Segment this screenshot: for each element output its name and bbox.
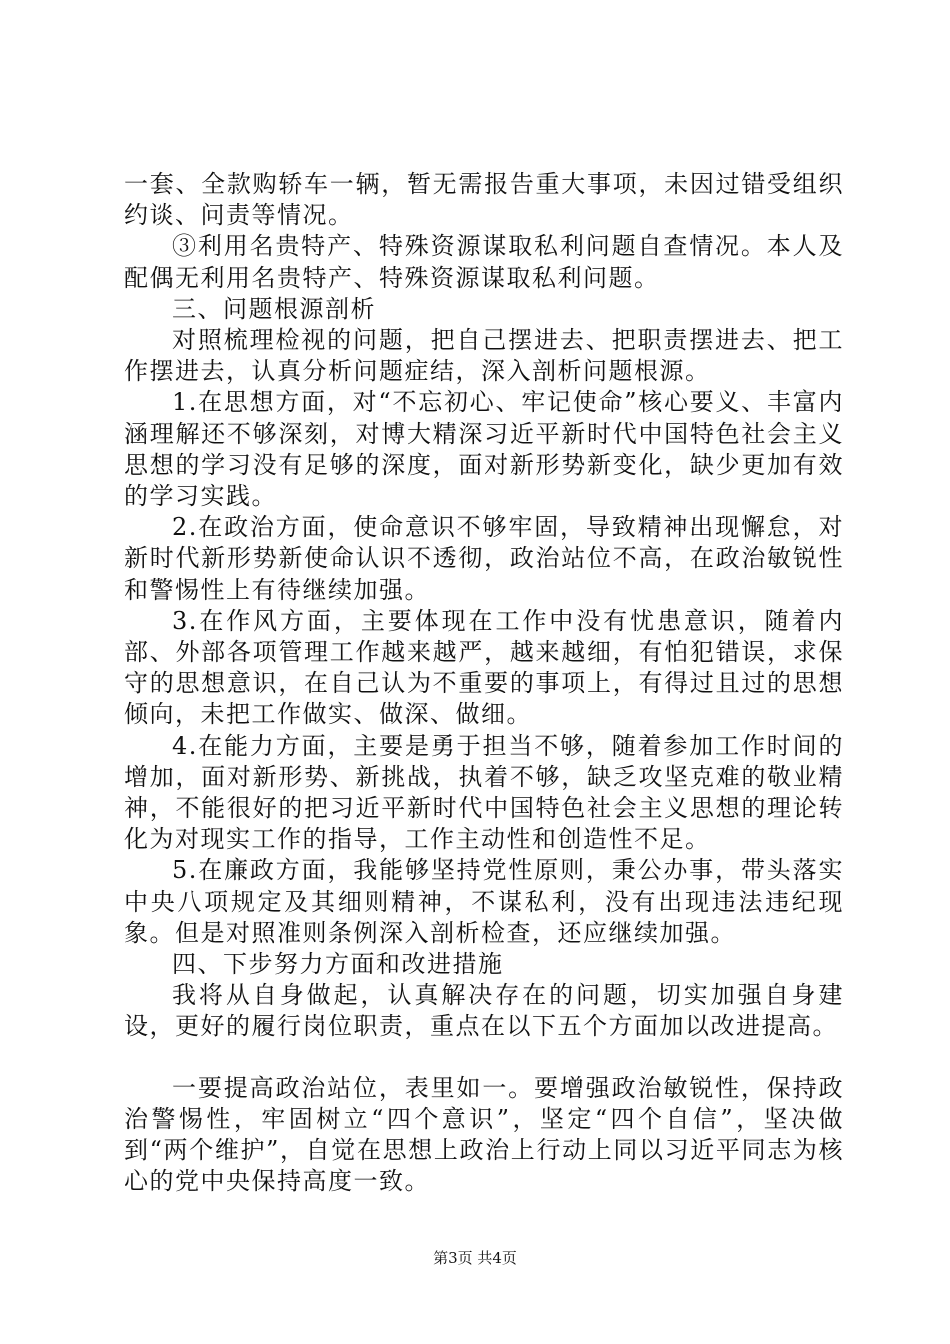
page-footer — [0, 1247, 950, 1268]
page-number: 第3页 共4页 — [433, 1249, 517, 1267]
paragraph-continuation: 一套、全款购轿车一辆，暂无需报告重大事项，未因过错受组织约谈、问责等情况。 — [124, 170, 844, 230]
paragraph-intro: 对照梳理检视的问题，把自己摆进去、把职责摆进去、把工作摆进去，认真分析问题症结，深入剖析问题根源。 — [124, 326, 844, 386]
paragraph-item-3: ③利用名贵特产、特殊资源谋取私利问题自查情况。本人及配偶无利用名贵特产、特殊资源谋取私利问题。 — [124, 232, 844, 292]
paragraph-point-1: 1.在思想方面，对“不忘初心、牢记使命”核心要义、丰富内涵理解还不够深刻，对博大精深习近平新时代中国特色社会主义思想的学习没有足够的深度，面对新形势新变化，缺少更加有效的学习实践。 — [124, 388, 844, 511]
paragraph-measures-intro: 我将从自身做起，认真解决存在的问题，切实加强自身建设，更好的履行岗位职责，重点在以下五个方面加以改进提高。 — [124, 981, 844, 1041]
paragraph-measure-1: 一要提高政治站位，表里如一。要增强政治敏锐性，保持政治警惕性，牢固树立“四个意识”，坚定“四个自信”，坚决做到“两个维护”，自觉在思想上政治上行动上同以习近平同志为核心的党中央保持高度一致。 — [124, 1073, 844, 1196]
paragraph-point-3: 3.在作风方面，主要体现在工作中没有忧患意识，随着内部、外部各项管理工作越来越严，越来越细，有怕犯错误，求保守的思想意识，在自己认为不重要的事项上，有得过且过的思想倾向，未把工作做实、做深、做细。 — [124, 606, 844, 729]
section-heading-3: 三、问题根源剖析 — [172, 294, 376, 323]
paragraph-point-4: 4.在能力方面，主要是勇于担当不够，随着参加工作时间的增加，面对新形势、新挑战，执着不够，缺乏攻坚克难的敬业精神，不能很好的把习近平新时代中国特色社会主义思想的理论转化为对现实工作的指导，工作主动性和创造性不足。 — [124, 731, 844, 854]
paragraph-point-2: 2.在政治方面，使命意识不够牢固，导致精神出现懈怠，对新时代新形势新使命认识不透彻，政治站位不高，在政治敏锐性和警惕性上有待继续加强。 — [124, 513, 844, 604]
document-body — [124, 169, 844, 1198]
section-heading-4: 四、下步努力方面和改进措施 — [172, 950, 504, 979]
paragraph-point-5: 5.在廉政方面，我能够坚持党性原则，秉公办事，带头落实中央八项规定及其细则精神，不谋私利，没有出现违法违纪现象。但是对照准则条例深入剖析检查，还应继续加强。 — [124, 856, 844, 947]
